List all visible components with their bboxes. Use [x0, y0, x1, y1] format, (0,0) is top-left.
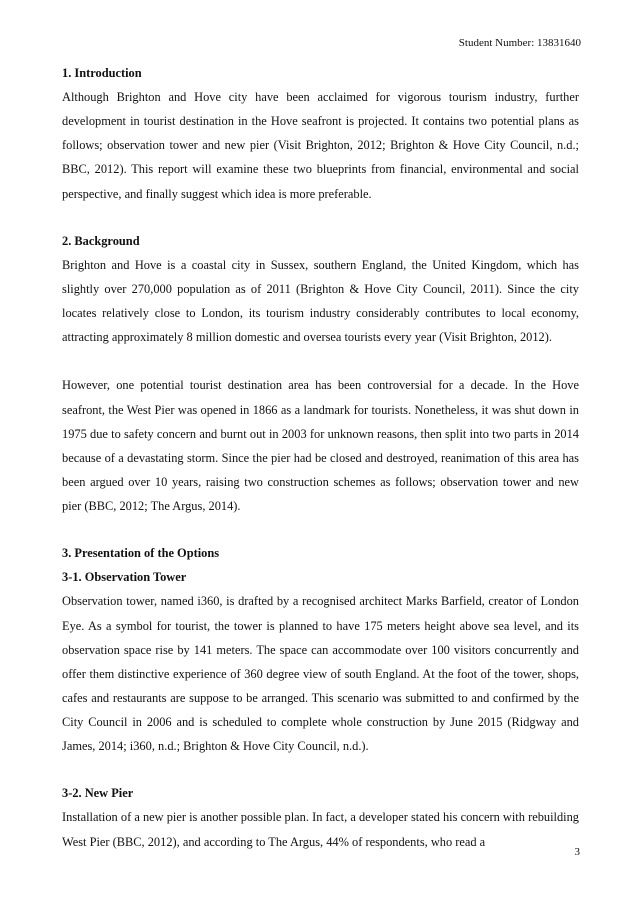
paragraph-spacer [62, 349, 579, 373]
introduction-paragraph: Although Brighton and Hove city have been acclaimed for vigorous tourism industry, further development in tourist destination in the Hove seafront is projected. It contains two potential plans as follows; observation tower and new pier (Visit Brighton, 2012; Brighton & Hove City Council, n.d.; BBC, 2012). This report will examine these two blueprints from financial, environmental and social perspective, and finally suggest which idea is more preferable. [62, 90, 579, 201]
introduction-heading: 1. Introduction [62, 66, 142, 80]
new-pier-paragraph: Installation of a new pier is another possible plan. In fact, a developer stated his concern with rebuilding West Pier (BBC, 2012), and according to The Argus, 44% of respondents, who read a [62, 810, 579, 849]
observation-tower-paragraph: Observation tower, named i360, is drafted by a recognised architect Marks Barfield, creator of London Eye. As a symbol for tourist, the tower is planned to have 175 meters height above sea level, and its observation space rise by 141 meters. The space can accommodate over 100 visitors concurrently and offer them distinctive experience of 360 degree view of south England. At the foot of the tower, shops, cafes and restaurants are suppose to be arranged. This scenario was submitted to and confirmed by the City Council in 2006 and is scheduled to complete whole construction by June 2015 (Ridgway and James, 2014; i360, n.d.; Brighton & Hove City Council, n.d.). [62, 594, 579, 754]
section-spacer [62, 206, 579, 229]
options-heading: 3. Presentation of the Options [62, 546, 220, 561]
new-pier-heading: 3-2. New Pier [62, 786, 134, 801]
page-number: 3 [574, 846, 580, 858]
background-paragraph-1: Brighton and Hove is a coastal city in Sussex, southern England, the United Kingdom, which has slightly over 270,000 population as of 2011 (Brighton & Hove City Council, 2011). Since the city locates relatively close to London, its tourism industry considerably contributes to local economy, attracting approximately 8 million domestic and oversea tourists every year (Visit Brighton, 2012). [62, 257, 579, 345]
background-heading: 2. Background [62, 233, 140, 248]
section-spacer [62, 758, 579, 781]
observation-tower-heading: 3-1. Observation Tower [62, 570, 187, 585]
background-paragraph-2: However, one potential tourist destination area has been controversial for a decade. In the Hove seafront, the West Pier was opened in 1866 as a landmark for tourists. Nonetheless, it was shut down in 1975 due to safety concern and burnt out in 2003 for unknown reasons, then split into two parts in 2014 because of a devastating storm. Since the pier had be closed and destroyed, reanimation of this area has been argued over 10 years, raising two construction schemes as follows; observation tower and new pier (BBC, 2012; The Argus, 2014). [62, 378, 579, 514]
document-body [62, 61, 579, 854]
student-number-header: Student Number: 13831640 [458, 37, 581, 49]
section-spacer [62, 518, 579, 541]
